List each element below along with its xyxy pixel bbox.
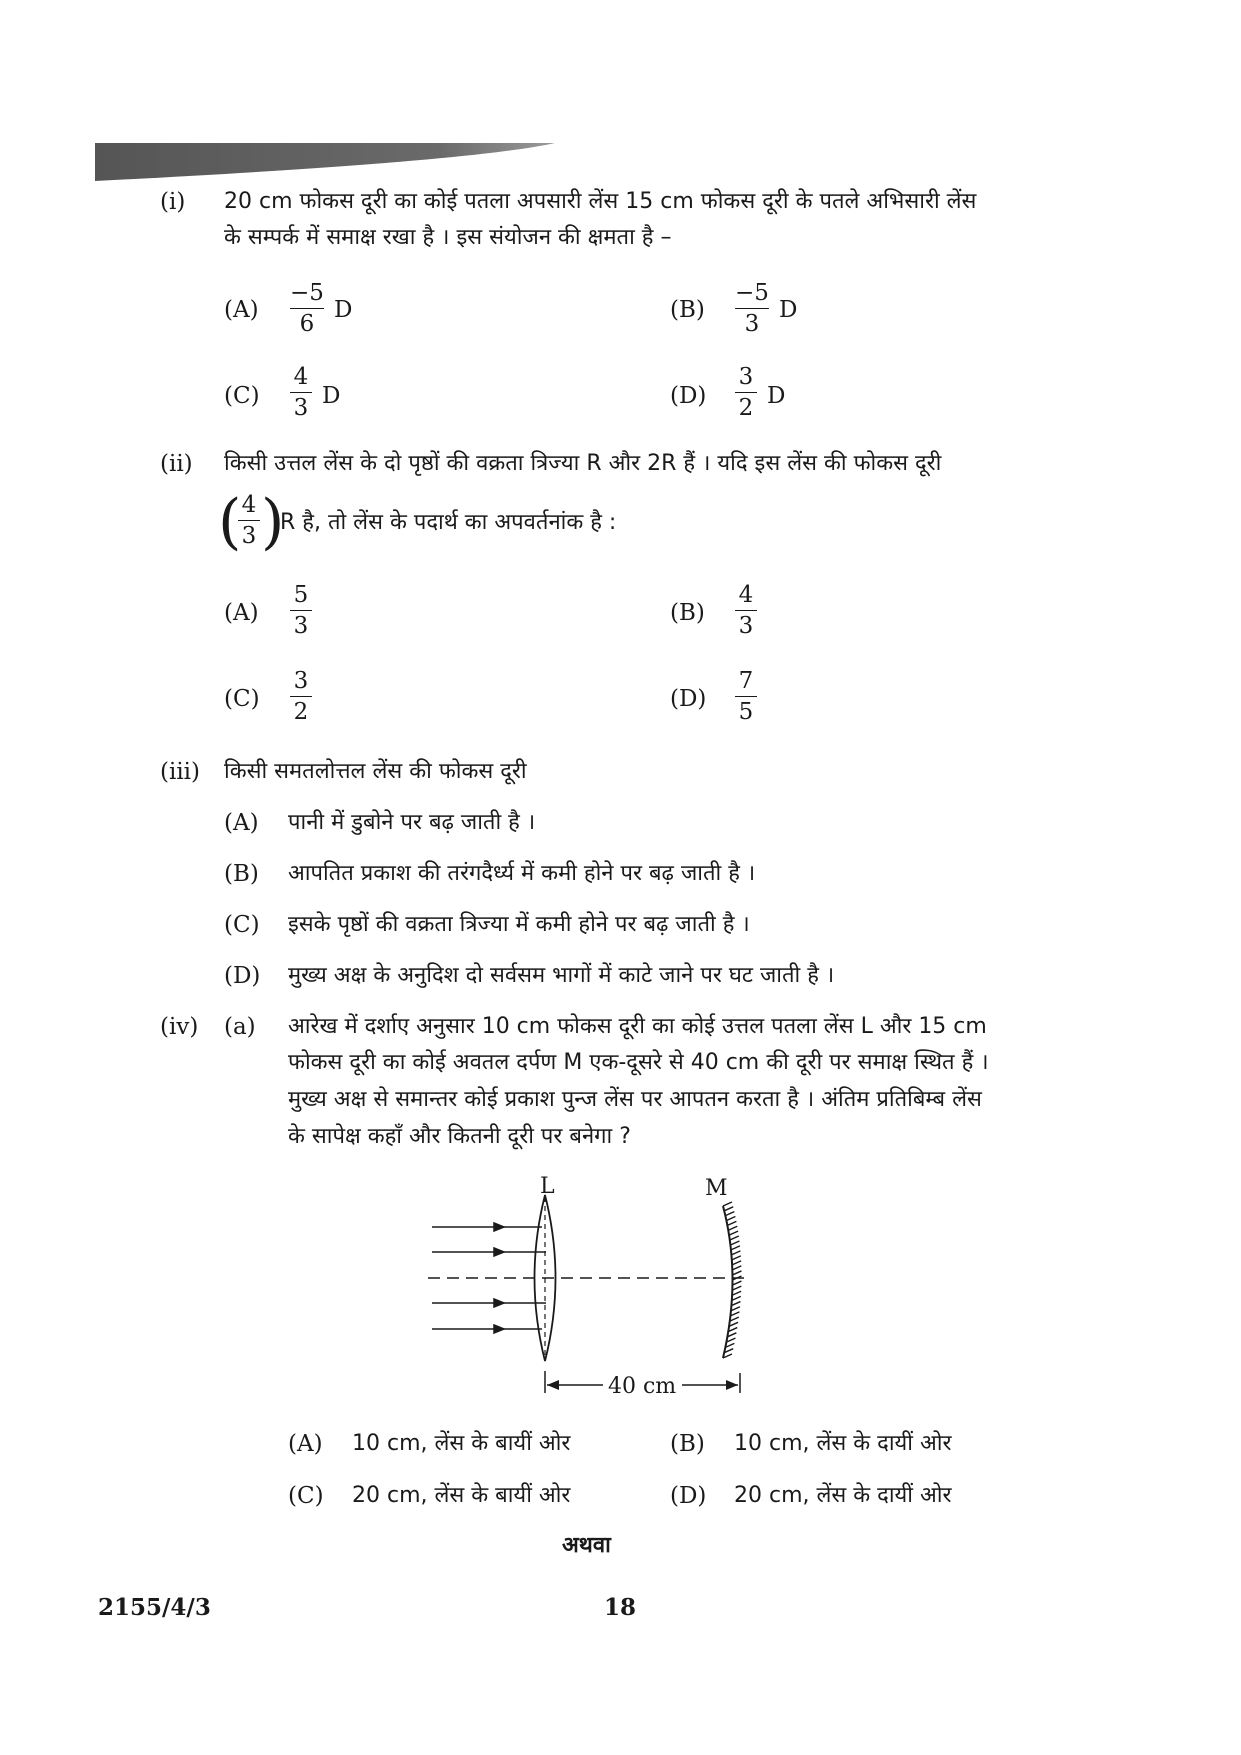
question-text: के सापेक्ष कहाँ और कितनी दूरी पर बनेगा ?	[288, 1124, 631, 1149]
hatch-mark	[726, 1216, 735, 1220]
distance-label: 40 cm	[608, 1374, 677, 1399]
hatch-mark	[725, 1212, 734, 1216]
option-label: (B)	[670, 600, 705, 626]
option-label: (C)	[288, 1483, 324, 1509]
hatch-mark	[727, 1221, 736, 1225]
option-fraction: −5 6	[290, 280, 324, 337]
option-fraction: 3 2	[735, 364, 757, 421]
option-fraction: 5 3	[290, 582, 312, 639]
mirror-label: M	[705, 1176, 728, 1201]
hatch-mark	[732, 1286, 741, 1290]
hatch-mark	[731, 1246, 740, 1250]
hatch-mark	[732, 1291, 741, 1295]
lens-mirror-diagram	[420, 1168, 780, 1418]
question-number: (ii)	[160, 451, 193, 477]
hatch-mark	[731, 1307, 740, 1311]
option-label: (C)	[224, 686, 260, 712]
or-separator: अथवा	[562, 1533, 611, 1558]
option-label: (B)	[224, 861, 259, 887]
option-label: (D)	[670, 383, 707, 409]
hatch-mark	[729, 1231, 738, 1235]
hatch-mark	[731, 1302, 740, 1306]
option-text: 20 cm, लेंस के बायीं ओर	[352, 1483, 571, 1508]
option-label: (B)	[670, 297, 705, 323]
option-text: आपतित प्रकाश की तरंगदैर्ध्य में कमी होने पर बढ़ जाती है ।	[288, 861, 756, 886]
hatch-mark	[723, 1202, 732, 1206]
option-label: (A)	[224, 810, 259, 836]
lens-label: L	[540, 1174, 555, 1199]
option-fraction: −5 3	[735, 280, 769, 337]
hatch-mark	[724, 1207, 733, 1211]
question-text: के सम्पर्क में समाक्ष रखा है । इस संयोजन की क्षमता है –	[224, 225, 672, 250]
option-text: 10 cm, लेंस के बायीं ओर	[352, 1431, 571, 1456]
hatch-mark	[730, 1241, 739, 1245]
option-fraction: 4 3	[290, 364, 312, 421]
option-label: (D)	[224, 963, 261, 989]
option-label: (A)	[224, 297, 259, 323]
hatch-mark	[730, 1236, 739, 1240]
page-number: 18	[604, 1594, 637, 1621]
hatch-mark	[732, 1261, 741, 1265]
left-paren: (	[218, 487, 242, 557]
option-text: पानी में डुबोने पर बढ़ जाती है ।	[288, 810, 536, 835]
header-bar	[0, 0, 1241, 200]
option-fraction: 3 2	[290, 668, 312, 725]
hatch-mark	[732, 1266, 741, 1270]
hatch-mark	[728, 1226, 737, 1230]
question-text: फोकस दूरी का कोई अवतल दर्पण M एक-दूसरे से 40 cm की दूरी पर समाक्ष स्थित हैं ।	[288, 1050, 989, 1075]
hatch-mark	[732, 1271, 741, 1275]
hatch-mark	[732, 1296, 741, 1300]
option-text: मुख्य अक्ष के अनुदिश दो सर्वसम भागों में काटे जाने पर घट जाती है ।	[288, 963, 835, 988]
question-number: (i)	[160, 189, 186, 215]
hatch-mark	[731, 1251, 740, 1255]
question-text: 20 cm फोकस दूरी का कोई पतला अपसारी लेंस 15 cm फोकस दूरी के पतले अभिसारी लेंस	[224, 189, 977, 214]
question-number: (iii)	[160, 759, 201, 785]
option-label: (C)	[224, 912, 260, 938]
sub-question-label: (a)	[224, 1014, 256, 1040]
option-label: (D)	[670, 686, 707, 712]
question-text: R है, तो लेंस के पदार्थ का अपवर्तनांक है :	[280, 510, 617, 535]
option-label: (A)	[224, 600, 259, 626]
option-text: 10 cm, लेंस के दायीं ओर	[734, 1431, 952, 1456]
right-paren: )	[261, 487, 285, 557]
option-label: (D)	[670, 1483, 707, 1509]
question-text: किसी उत्तल लेंस के दो पृष्ठों की वक्रता त्रिज्या R और 2R हैं । यदि इस लेंस की फोकस दूरी	[224, 451, 942, 476]
paper-code: 2155/4/3	[98, 1594, 211, 1621]
option-unit: D	[767, 383, 786, 409]
hatch-mark	[732, 1281, 741, 1285]
hatch-mark	[732, 1256, 741, 1260]
option-label: (B)	[670, 1431, 705, 1457]
option-label: (A)	[288, 1431, 323, 1457]
focal-fraction: 4 3	[238, 492, 260, 549]
option-unit: D	[334, 297, 353, 323]
option-unit: D	[322, 383, 341, 409]
option-fraction: 7 5	[735, 668, 757, 725]
option-text: इसके पृष्ठों की वक्रता त्रिज्या में कमी होने पर बढ़ जाती है ।	[288, 912, 750, 937]
option-label: (C)	[224, 383, 260, 409]
option-text: 20 cm, लेंस के दायीं ओर	[734, 1483, 952, 1508]
question-text: किसी समतलोत्तल लेंस की फोकस दूरी	[224, 759, 527, 784]
question-number: (iv)	[160, 1014, 199, 1040]
option-unit: D	[779, 297, 798, 323]
question-text: मुख्य अक्ष से समान्तर कोई प्रकाश पुन्ज लेंस पर आपतन करता है । अंतिम प्रतिबिम्ब लेंस	[288, 1087, 982, 1112]
option-fraction: 4 3	[735, 582, 757, 639]
question-text: आरेख में दर्शाए अनुसार 10 cm फोकस दूरी का कोई उत्तल पतला लेंस L और 15 cm	[288, 1014, 987, 1039]
